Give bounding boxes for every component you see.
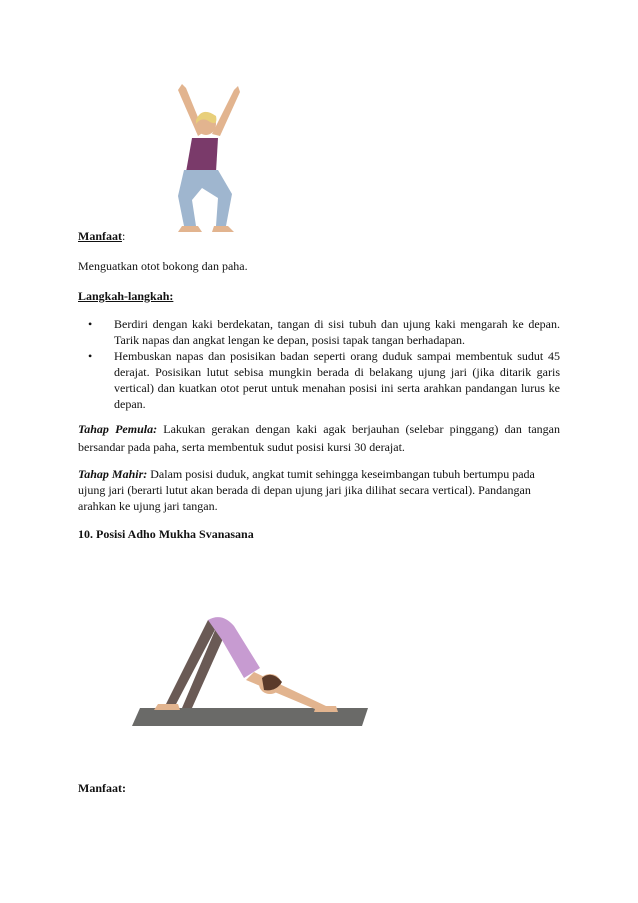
list-item [78, 348, 560, 412]
chair-pose-photo [122, 76, 288, 238]
manfaat-heading-1 [78, 228, 125, 244]
section-title-adho-mukha: 10. Posisi Adho Mukha Svanasana [78, 527, 254, 541]
tahap-mahir [78, 466, 560, 514]
tahap-pemula-label: Tahap Pemula: [78, 422, 158, 436]
list-item [78, 316, 560, 348]
step-text: Hembuskan napas dan posisikan badan seperti orang duduk sampai membentuk sudut 45 derajat. Posisikan lutut sebisa mungkin berada di belakang ujung jari (jika ditarik garis vertical) dan kuatkan otot perut untuk menahan posisi ini serta arahkan pandangan lurus ke depan. [114, 349, 560, 411]
tahap-mahir-text: Dalam posisi duduk, angkat tumit sehingga keseimbangan tubuh bertumpu pada ujung jari (berarti lutut akan berada di depan ujung jari jika dilihat secara vertical). Pandangan arahkan ke ujung jari tangan. [78, 467, 535, 513]
bullet-icon: • [88, 317, 93, 331]
manfaat-text-1: Menguatkan otot bokong dan paha. [78, 259, 248, 273]
step-text: Berdiri dengan kaki berdekatan, tangan di sisi tubuh dan ujung kaki mengarah ke depan. Tarik napas dan angkat lengan ke depan, posisi tapak tangan berhadapan. [114, 317, 560, 347]
manfaat-label: Manfaat [78, 229, 122, 243]
manfaat-heading-2: Manfaat: [78, 781, 126, 795]
bullet-icon: • [88, 349, 93, 363]
manfaat-colon: : [122, 229, 126, 243]
steps-list [78, 316, 560, 412]
tahap-mahir-label: Tahap Mahir: [78, 467, 148, 481]
downward-dog-photo [130, 612, 370, 730]
tahap-pemula [78, 420, 560, 456]
steps-heading: Langkah-langkah: [78, 289, 174, 303]
tahap-pemula-text: Lakukan gerakan dengan kaki agak berjauhan (selebar pinggang) dan tangan bersandar pada paha, serta membentuk sudut posisi kursi 30 derajat. [78, 422, 560, 454]
